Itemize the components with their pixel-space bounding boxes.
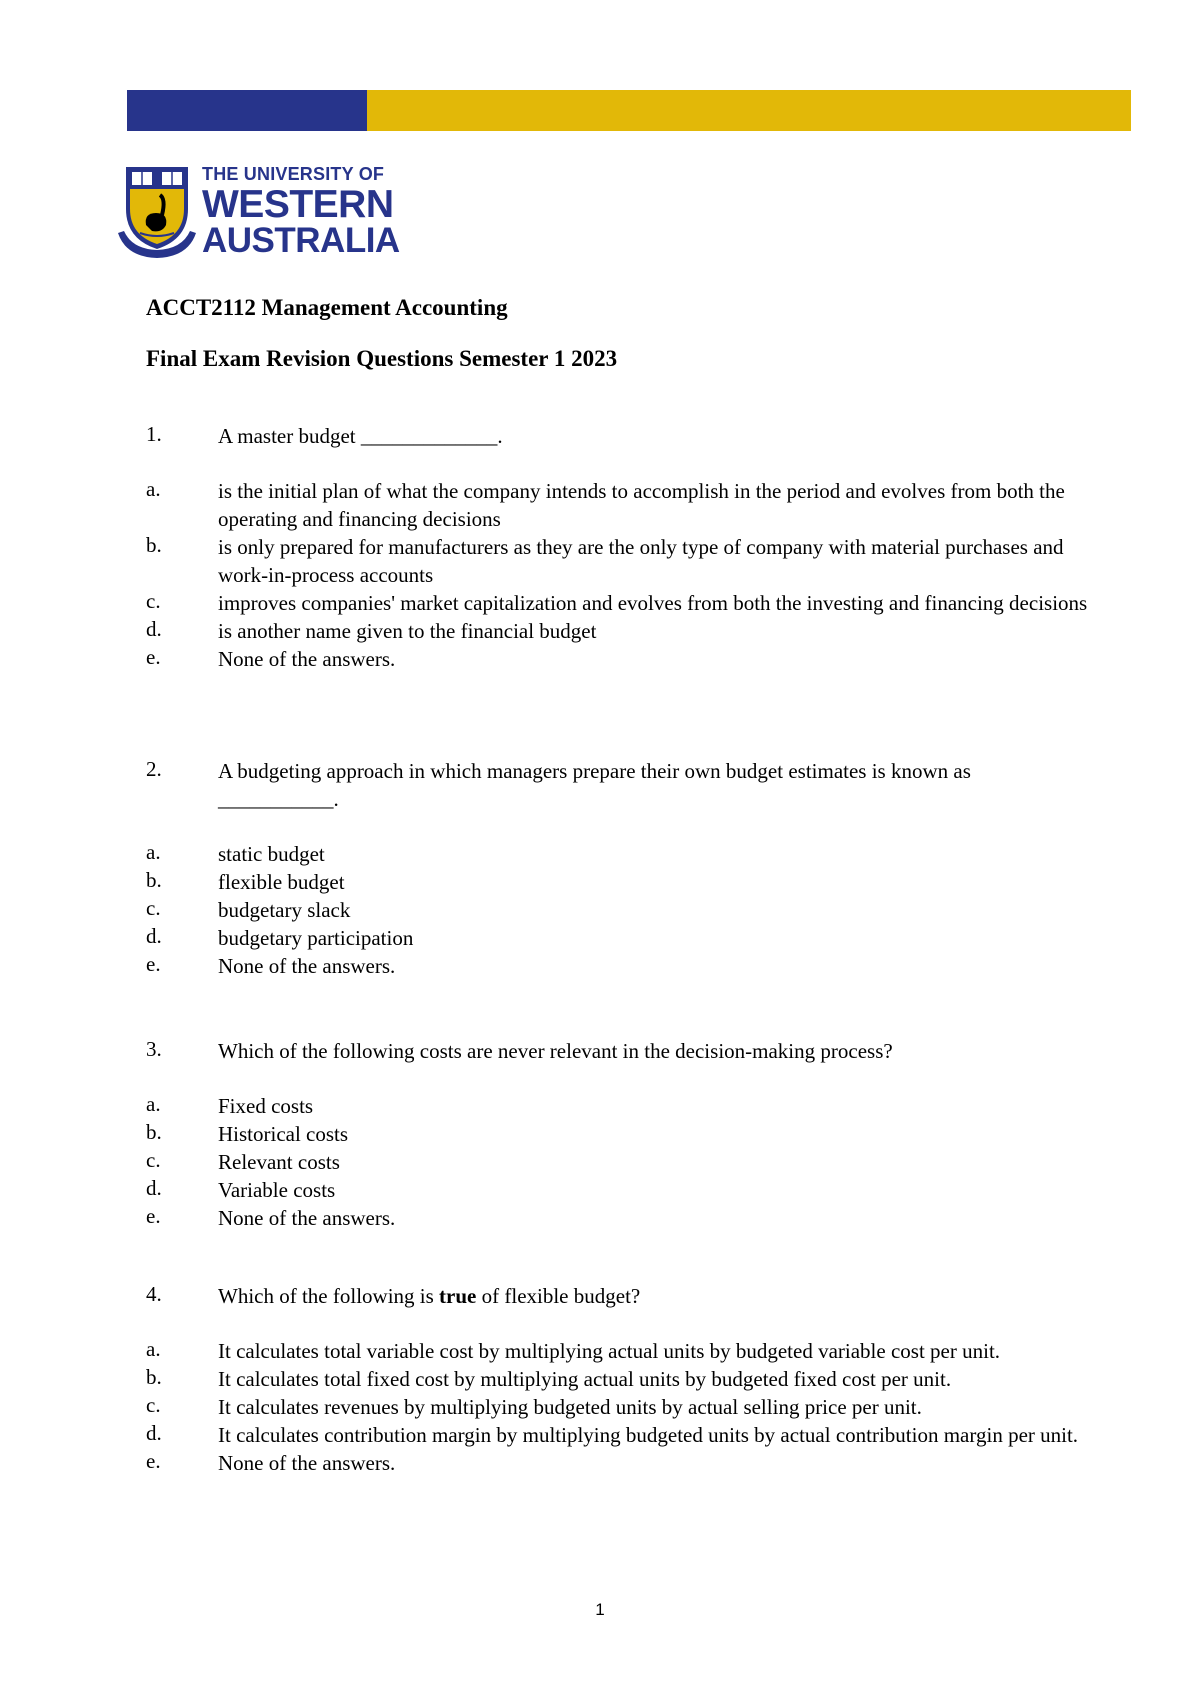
option-text: budgetary participation [218,926,414,950]
option-text: Fixed costs [218,1094,314,1118]
option-e [0,1449,1200,1477]
exam-subtitle: Final Exam Revision Questions Semester 1 2023 [146,346,618,371]
option-c [0,896,1200,924]
option-letter: a. [146,840,161,864]
option-text: It calculates total variable cost by multiplying actual units by budgeted variable cost per unit. [218,1339,1001,1363]
option-letter: b. [146,1365,162,1389]
option-b [0,533,1200,589]
option-letter: d. [146,924,162,948]
question-2 [0,757,1200,980]
option-c [0,1393,1200,1421]
option-text: is another name given to the financial budget [218,619,597,643]
university-name [202,163,400,258]
logo-line-1: THE UNIVERSITY OF [202,164,385,184]
option-letter: c. [146,896,161,920]
option-d [0,617,1200,645]
option-letter: b. [146,1120,162,1144]
option-letter: c. [146,589,161,613]
question-number: 3. [146,1037,162,1061]
option-letter: c. [146,1393,161,1417]
option-list [0,840,1200,980]
option-e [0,952,1200,980]
option-text: flexible budget [218,870,345,894]
option-letter: b. [146,533,162,557]
question-3 [0,1037,1200,1232]
option-text: Relevant costs [218,1150,340,1174]
option-e [0,645,1200,673]
option-letter: b. [146,868,162,892]
option-text: It calculates contribution margin by multiplying budgeted units by actual contribution margin per unit. [218,1423,1079,1447]
option-text: improves companies' market capitalization and evolves from both the investing and financing decisions [218,591,1088,615]
option-letter: d. [146,617,162,641]
option-list [0,477,1200,673]
option-a [0,477,1200,533]
option-text: It calculates total fixed cost by multiplying actual units by budgeted fixed cost per unit. [218,1367,952,1391]
question-stem [0,1037,1200,1065]
question-text: Which of the following costs are never relevant in the decision-making process? [218,1039,893,1063]
option-a [0,1092,1200,1120]
option-letter: a. [146,477,161,501]
option-a [0,840,1200,868]
option-text: Variable costs [218,1178,336,1202]
question-number: 2. [146,757,162,781]
page-number: 1 [595,1600,605,1619]
option-letter: e. [146,1449,161,1473]
option-text: Historical costs [218,1122,349,1146]
header-band-gold [367,90,1131,131]
option-d [0,924,1200,952]
option-d [0,1421,1200,1449]
option-b [0,1120,1200,1148]
question-number: 1. [146,422,162,446]
option-text: None of the answers. [218,647,396,671]
option-text: is the initial plan of what the company intends to accomplish in the period and evolves from both the operating and financing decisions [218,479,1065,531]
option-text: None of the answers. [218,1451,396,1475]
option-text: It calculates revenues by multiplying budgeted units by actual selling price per unit. [218,1395,922,1419]
option-letter: c. [146,1148,161,1172]
question-text [218,1282,1088,1310]
option-letter: a. [146,1092,161,1116]
option-text: budgetary slack [218,898,351,922]
option-letter: a. [146,1337,161,1361]
option-b [0,1365,1200,1393]
course-title: ACCT2112 Management Accounting [146,295,508,320]
logo-line-2: WESTERN [202,183,394,226]
option-list [0,1337,1200,1477]
option-text: is only prepared for manufacturers as they are the only type of company with material purchases and work-in-process accounts [218,535,1064,587]
option-a [0,1337,1200,1365]
question-text-before: Which of the following is [218,1284,440,1308]
option-letter: e. [146,645,161,669]
question-text-emphasis: true [439,1284,477,1308]
question-stem [0,757,1200,813]
university-logo [116,163,400,260]
question-stem [0,1282,1200,1310]
question-text-after: of flexible budget? [476,1284,641,1308]
option-letter: e. [146,952,161,976]
option-text: static budget [218,842,325,866]
option-c [0,1148,1200,1176]
question-number: 4. [146,1282,162,1306]
option-letter: d. [146,1421,162,1445]
option-b [0,868,1200,896]
option-e [0,1204,1200,1232]
logo-line-3: AUSTRALIA [202,221,400,260]
option-text: None of the answers. [218,1206,396,1230]
option-c [0,589,1200,617]
header-band-blue [127,90,367,131]
question-4 [0,1282,1200,1477]
question-1 [0,422,1200,673]
question-text: A master budget _____________. [218,424,503,448]
question-stem [0,422,1200,450]
option-list [0,1092,1200,1232]
option-text: None of the answers. [218,954,396,978]
question-text: A budgeting approach in which managers prepare their own budget estimates is known as ___________. [218,759,971,811]
university-crest-icon [116,163,198,259]
option-letter: e. [146,1204,161,1228]
option-letter: d. [146,1176,162,1200]
option-d [0,1176,1200,1204]
